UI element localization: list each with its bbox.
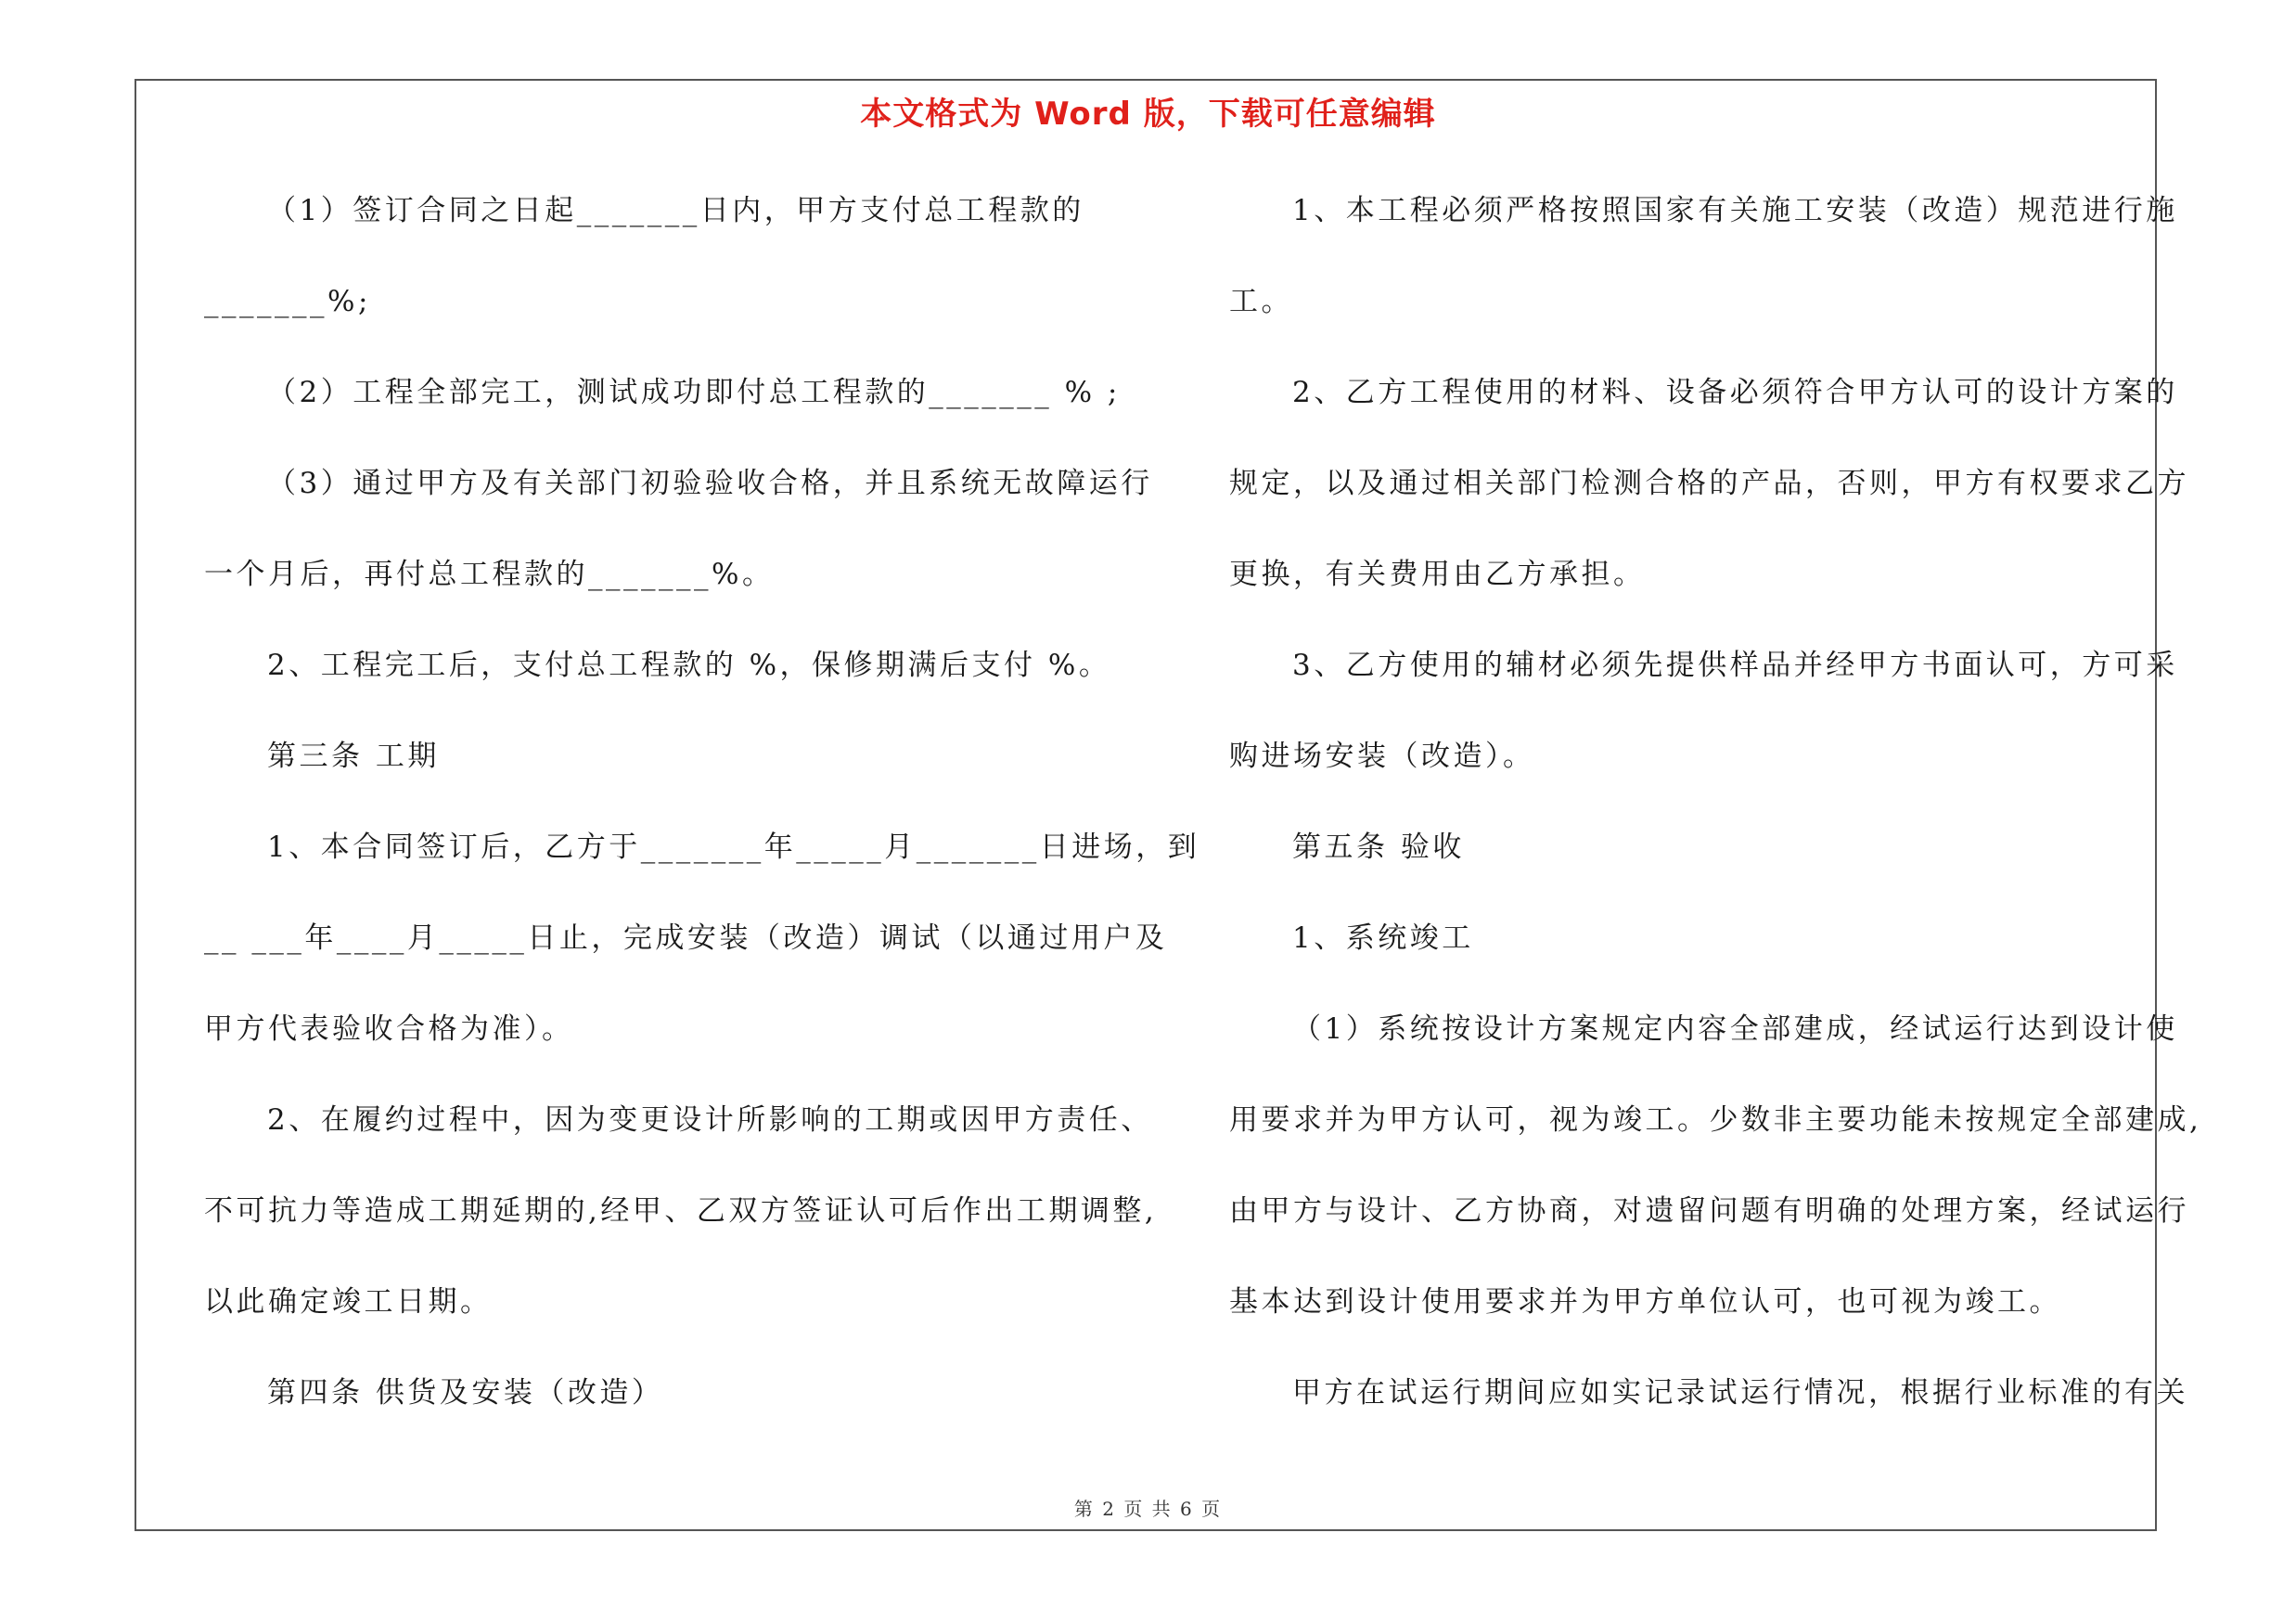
paragraph-line: （2）工程全部完工，测试成功即付总工程款的_______ % ; — [267, 376, 1121, 409]
left-column — [204, 165, 1200, 1438]
paragraph-line: （1）签订合同之日起_______日内，甲方支付总工程款的 — [267, 194, 1084, 227]
paragraph-line: 2、乙方工程使用的材料、设备必须符合甲方认可的设计方案的 — [1292, 376, 2178, 409]
word-format-banner: 本文格式为 Word 版，下载可任意编辑 — [860, 96, 1436, 133]
paragraph-line: 1、系统竣工 — [1292, 921, 1474, 955]
paragraph-line: （3）通过甲方及有关部门初验验收合格，并且系统无故障运行 — [267, 467, 1153, 500]
paragraph-line: 2、在履约过程中，因为变更设计所影响的工期或因甲方责任、 — [267, 1103, 1153, 1137]
paragraph-line: _______%; — [204, 285, 371, 318]
paragraph-line: 3、乙方使用的辅材必须先提供样品并经甲方书面认可，方可采 — [1292, 649, 2178, 682]
paragraph-line: 一个月后，再付总工程款的_______%。 — [204, 558, 775, 591]
right-column — [1229, 165, 2202, 1438]
paragraph-line: 1、本工程必须严格按照国家有关施工安装（改造）规范进行施 — [1292, 194, 2178, 227]
paragraph-line: 甲方代表验收合格为准）。 — [204, 1012, 574, 1046]
paragraph-line: 购进场安装（改造）。 — [1229, 740, 1535, 773]
paragraph-line: 以此确定竣工日期。 — [204, 1285, 493, 1319]
paragraph-line: （1）系统按设计方案规定内容全部建成，经试运行达到设计使 — [1292, 1012, 2178, 1046]
paragraph-line: 规定，以及通过相关部门检测合格的产品，否则，甲方有权要求乙方 — [1229, 467, 2189, 500]
paragraph-line: 基本达到设计使用要求并为甲方单位认可，也可视为竣工。 — [1229, 1285, 2061, 1319]
paragraph-line: 不可抗力等造成工期延期的,经甲、乙双方签证认可后作出工期调整, — [204, 1194, 1158, 1228]
paragraph-line: 第三条 工期 — [267, 740, 440, 773]
paragraph-line: 工。 — [1229, 285, 1293, 318]
paragraph-line: 用要求并为甲方认可，视为竣工。少数非主要功能未按规定全部建成, — [1229, 1103, 2202, 1137]
paragraph-line: 2、工程完工后，支付总工程款的 %，保修期满后支付 %。 — [267, 649, 1111, 682]
paragraph-line: 更换，有关费用由乙方承担。 — [1229, 558, 1646, 591]
paragraph-line: 由甲方与设计、乙方协商，对遗留问题有明确的处理方案，经试运行 — [1229, 1194, 2189, 1228]
page-footer: 第 2 页 共 6 页 — [1073, 1498, 1223, 1520]
paragraph-line: 第五条 验收 — [1292, 831, 1465, 864]
paragraph-line: __ ___年____月_____日止，完成安装（改造）调试（以通过用户及 — [204, 921, 1168, 955]
paragraph-line: 第四条 供货及安装（改造） — [267, 1376, 664, 1410]
paragraph-line: 1、本合同签订后，乙方于_______年_____月_______日进场，到 — [267, 831, 1200, 864]
paragraph-line: 甲方在试运行期间应如实记录试运行情况，根据行业标准的有关 — [1292, 1376, 2188, 1410]
